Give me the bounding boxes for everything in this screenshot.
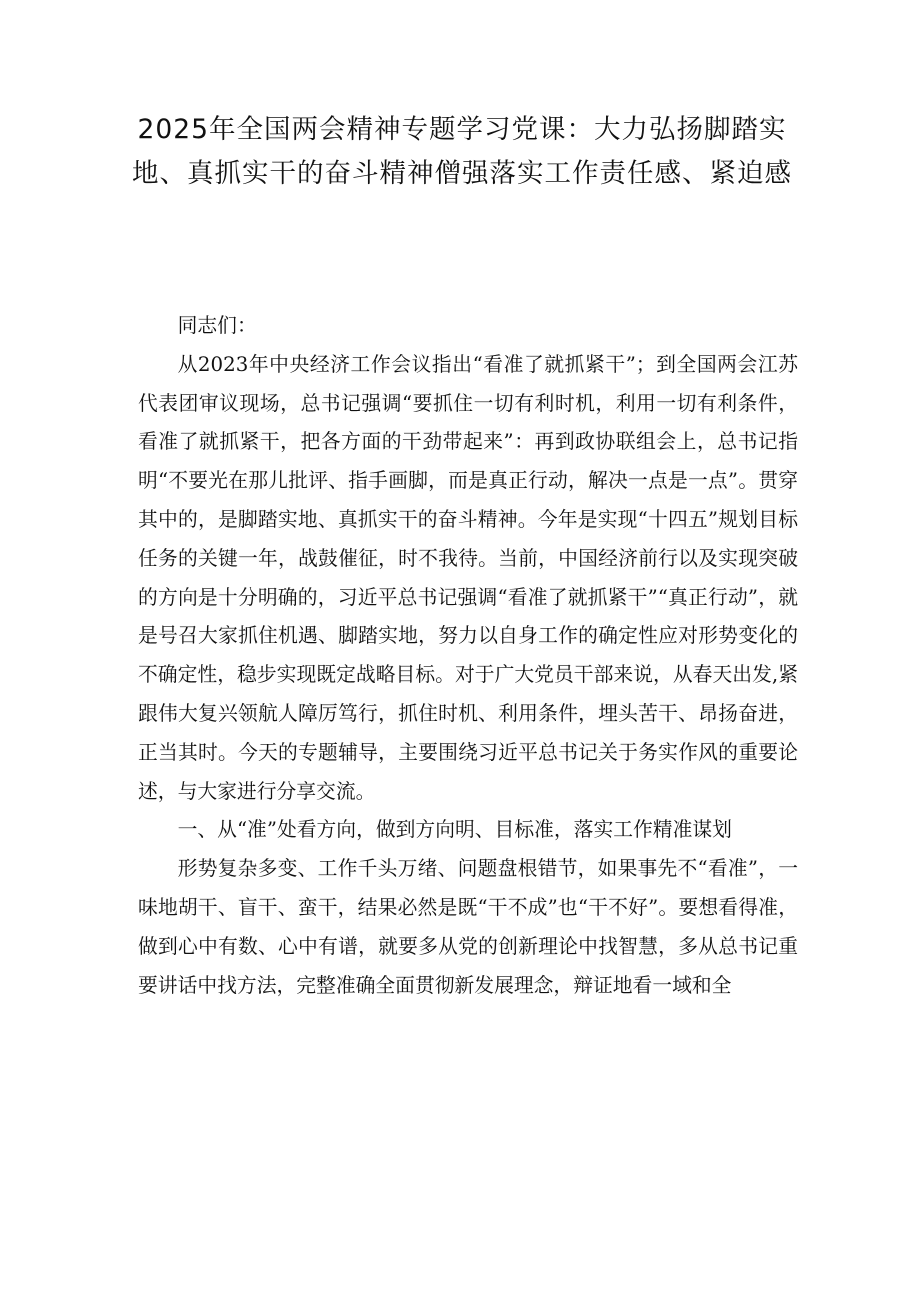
section-heading-1: 一、从“准”处看方向，做到方向明、目标准，落实工作精准谋划 [177, 818, 732, 842]
document-title: 2025年全国两会精神专题学习党课：大力弘扬脚踏实地、真抓实干的奋斗精神僧强落实工作责任感、紧迫感 [132, 114, 792, 189]
salutation: 同志们： [177, 314, 257, 337]
document-body [138, 307, 798, 1005]
paragraph-section-1: 形势复杂多变、工作千头万绪、问题盘根错节，如果事先不“看准”，一味地胡干、盲干、蛮干，结果必然是既“干不成”也“干不好”。要想看得准，做到心中有数、心中有谱，就要多从党的创新理论中找智慧，多从总书记重要讲话中找方法，完整准确全面贯彻新发展理念，辩证地看一域和全 [138, 857, 798, 997]
paragraph-intro: 从2023年中央经济工作会议指出“看准了就抓紧干”；到全国两会江苏代表团审议现场，总书记强调“要抓住一切有利时机，利用一切有利条件，看准了就抓紧干，把各方面的干劲带起来”：再到政协联组会上，总书记指明“不要光在那儿批评、指手画脚，而是真正行动，解决一点是一点”。贯穿其中的，是脚踏实地、真抓实干的奋斗精神。今年是实现“十四五”规划目标任务的关键一年，战鼓催征，时不我待。当前，中国经济前行以及实现突破的方向是十分明确的，习近平总书记强调“看准了就抓紧干”“真正行动”，就是号召大家抓住机遇、脚踏实地，努力以自身工作的确定性应对形势变化的不确定性，稳步实现既定战略目标。对于广大党员干部来说，从春天出发,紧跟伟大复兴领航人障厉笃行，抓住时机、利用条件，埋头苦干、昂扬奋进，正当其时。今天的专题辅导，主要围绕习近平总书记关于务实作风的重要论述，与大家进行分享交流。 [138, 352, 798, 803]
